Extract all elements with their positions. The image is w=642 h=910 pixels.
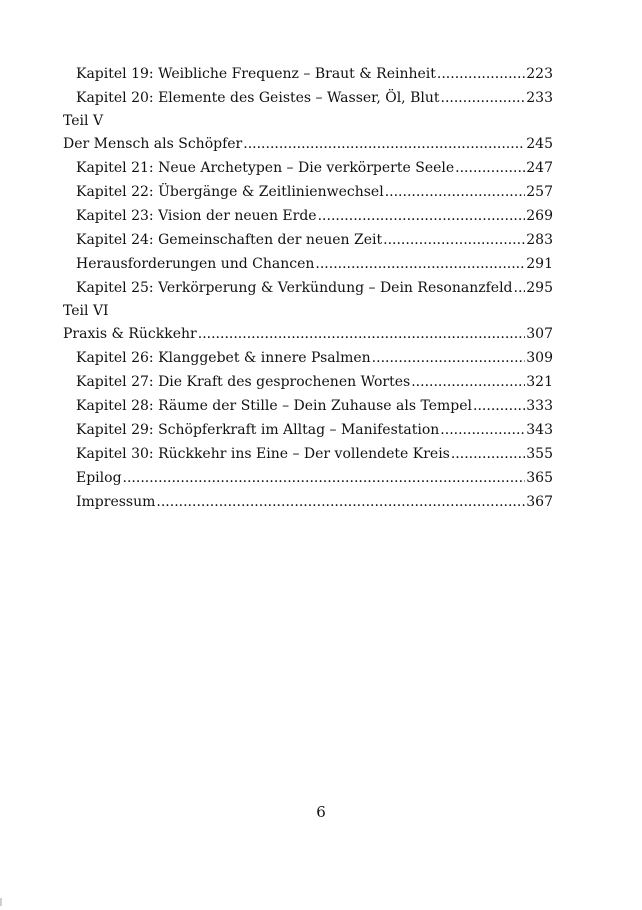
toc-entry-title: Kapitel 29: Schöpferkraft im Alltag – Manifestation bbox=[76, 422, 440, 438]
toc-entry-page: 245 bbox=[526, 136, 553, 152]
toc-leader-dots bbox=[156, 490, 525, 514]
toc-entry-title: Herausforderungen und Chancen bbox=[76, 256, 315, 272]
toc-entry-title: Kapitel 27: Die Kraft des gesprochenen Wortes bbox=[76, 374, 411, 390]
toc-entry-title: Kapitel 25: Verkörperung & Verkündung – Dein Resonanzfeld bbox=[76, 280, 513, 296]
toc-leader-dots bbox=[198, 322, 526, 346]
toc-entry-page: 283 bbox=[526, 232, 553, 248]
toc-entry-page: 321 bbox=[526, 374, 553, 390]
edge-mark bbox=[0, 898, 2, 906]
toc-leader-dots bbox=[318, 204, 526, 228]
toc-entry-title: Impressum bbox=[76, 494, 156, 510]
toc-entry-title: Kapitel 23: Vision der neuen Erde bbox=[76, 208, 317, 224]
toc-entry-page: 223 bbox=[526, 66, 553, 82]
toc-entry-title: Kapitel 26: Klanggebet & innere Psalmen bbox=[76, 350, 371, 366]
toc-entry-page: 343 bbox=[526, 422, 553, 438]
toc-entry-title: Kapitel 20: Elemente des Geistes – Wasser, Öl, Blut bbox=[76, 90, 440, 106]
toc-leader-dots bbox=[372, 346, 526, 370]
toc-entry-page: 247 bbox=[526, 160, 553, 176]
toc-leader-dots bbox=[437, 62, 525, 86]
toc-entry-title: Kapitel 21: Neue Archetypen – Die verkörperte Seele bbox=[76, 160, 455, 176]
toc-entry-page: 365 bbox=[526, 470, 553, 486]
toc-entry-page: 269 bbox=[526, 208, 553, 224]
toc-entry-title: Kapitel 28: Räume der Stille – Dein Zuhause als Tempel bbox=[76, 398, 473, 414]
toc-entry-title: Der Mensch als Schöpfer bbox=[63, 136, 243, 152]
toc-entry-impressum[interactable] bbox=[63, 490, 553, 514]
toc-entry-herausforderungen[interactable] bbox=[63, 252, 553, 276]
toc-entry-kapitel-26[interactable] bbox=[63, 346, 553, 370]
toc-entry-page: 291 bbox=[526, 256, 553, 272]
toc-entry-page: 233 bbox=[526, 90, 553, 106]
toc-entry-epilog[interactable] bbox=[63, 466, 553, 490]
toc-leader-dots bbox=[123, 466, 526, 490]
toc-entry-title: Kapitel 22: Übergänge & Zeitlinienwechsel bbox=[76, 184, 384, 200]
toc-entry-kapitel-30[interactable] bbox=[63, 442, 553, 466]
toc-leader-dots bbox=[243, 132, 525, 156]
toc-entry-kapitel-27[interactable] bbox=[63, 370, 553, 394]
toc-leader-dots bbox=[440, 418, 525, 442]
toc-leader-dots bbox=[514, 276, 526, 300]
toc-entry-kapitel-28[interactable] bbox=[63, 394, 553, 418]
toc-entry-kapitel-24[interactable] bbox=[63, 228, 553, 252]
toc-leader-dots bbox=[473, 394, 525, 418]
part-label-teil-vi: Teil VI bbox=[63, 303, 109, 319]
toc-entry-title: Praxis & Rückkehr bbox=[63, 326, 197, 342]
toc-entry-kapitel-25[interactable] bbox=[63, 276, 553, 300]
toc-leader-dots bbox=[383, 228, 525, 252]
toc-entry-kapitel-22[interactable] bbox=[63, 180, 553, 204]
toc-entry-page: 333 bbox=[526, 398, 553, 414]
table-of-contents bbox=[63, 62, 553, 514]
toc-part-heading-teil-vi[interactable] bbox=[63, 322, 553, 346]
toc-entry-page: 355 bbox=[526, 446, 553, 462]
toc-entry-page: 367 bbox=[526, 494, 553, 510]
toc-leader-dots bbox=[315, 252, 525, 276]
toc-entry-kapitel-20[interactable] bbox=[63, 86, 553, 110]
toc-entry-kapitel-29[interactable] bbox=[63, 418, 553, 442]
page-number: 6 bbox=[316, 803, 326, 821]
toc-entry-page: 307 bbox=[526, 326, 553, 342]
toc-entry-kapitel-19[interactable] bbox=[63, 62, 553, 86]
toc-part-heading-teil-v[interactable] bbox=[63, 132, 553, 156]
toc-entry-kapitel-23[interactable] bbox=[63, 204, 553, 228]
toc-entry-page: 309 bbox=[526, 350, 553, 366]
toc-entry-page: 295 bbox=[526, 280, 553, 296]
toc-entry-kapitel-21[interactable] bbox=[63, 156, 553, 180]
toc-entry-title: Kapitel 19: Weibliche Frequenz – Braut & Reinheit bbox=[76, 66, 436, 82]
toc-leader-dots bbox=[411, 370, 525, 394]
toc-leader-dots bbox=[451, 442, 525, 466]
toc-leader-dots bbox=[441, 86, 526, 110]
toc-leader-dots bbox=[385, 180, 526, 204]
toc-leader-dots bbox=[455, 156, 525, 180]
toc-entry-page: 257 bbox=[526, 184, 553, 200]
toc-entry-title: Epilog bbox=[76, 470, 122, 486]
part-label-teil-v: Teil V bbox=[63, 113, 104, 129]
toc-entry-title: Kapitel 24: Gemeinschaften der neuen Zeit bbox=[76, 232, 383, 248]
toc-entry-title: Kapitel 30: Rückkehr ins Eine – Der vollendete Kreis bbox=[76, 446, 450, 462]
